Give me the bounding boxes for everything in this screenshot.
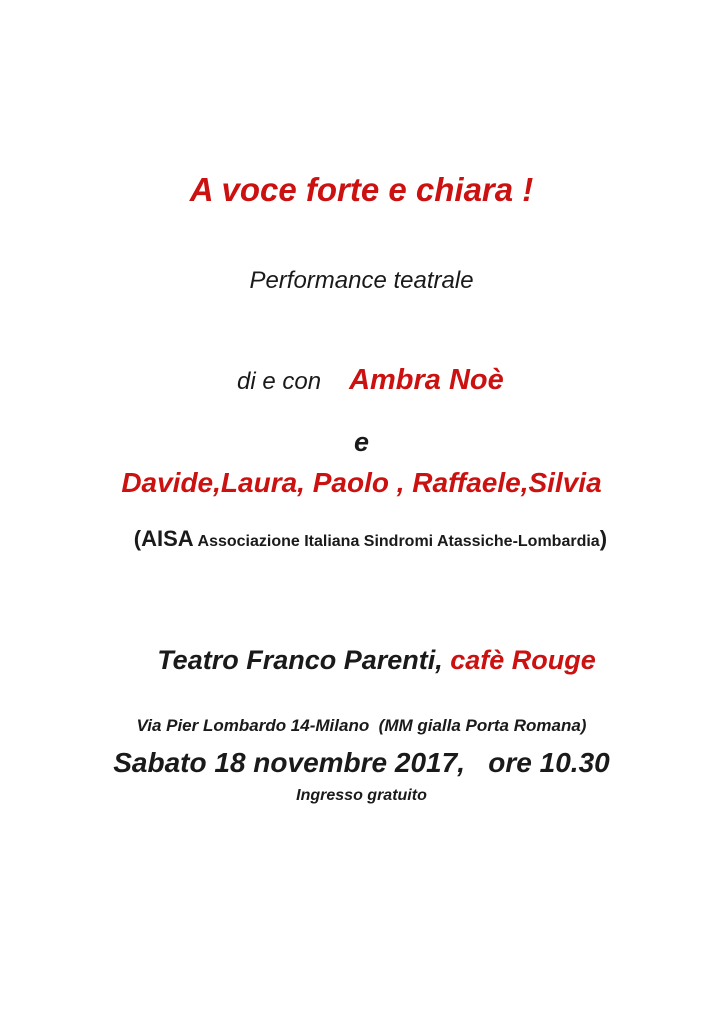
association-fullname: Associazione Italiana Sindromi Atassiche-Lombardia bbox=[193, 532, 600, 550]
event-datetime: Sabato 18 novembre 2017, ore 10.30 bbox=[113, 746, 610, 778]
venue-name: Teatro Franco Parenti, bbox=[157, 644, 443, 675]
credits-conjunction: e bbox=[353, 426, 370, 457]
venue-line bbox=[0, 611, 723, 708]
flyer-subtitle: Performance teatrale bbox=[249, 266, 474, 294]
association-acronym: (AISA bbox=[133, 525, 194, 551]
association-close-paren: ) bbox=[599, 525, 608, 551]
venue-address: Via Pier Lombardo 14-Milano (MM gialla Porta Romana) bbox=[136, 716, 587, 736]
cast-names: Davide,Laura, Paolo , Raffaele,Silvia bbox=[121, 466, 602, 498]
credits-line bbox=[0, 343, 723, 416]
credits-prefix: di e con bbox=[237, 367, 322, 395]
flyer-title: A voce forte e chiara ! bbox=[189, 171, 534, 208]
venue-room: cafè Rouge bbox=[442, 644, 596, 675]
association-line bbox=[0, 507, 723, 572]
lead-performer-name: Ambra Noè bbox=[349, 363, 504, 396]
admission-note: Ingresso gratuito bbox=[296, 787, 427, 805]
